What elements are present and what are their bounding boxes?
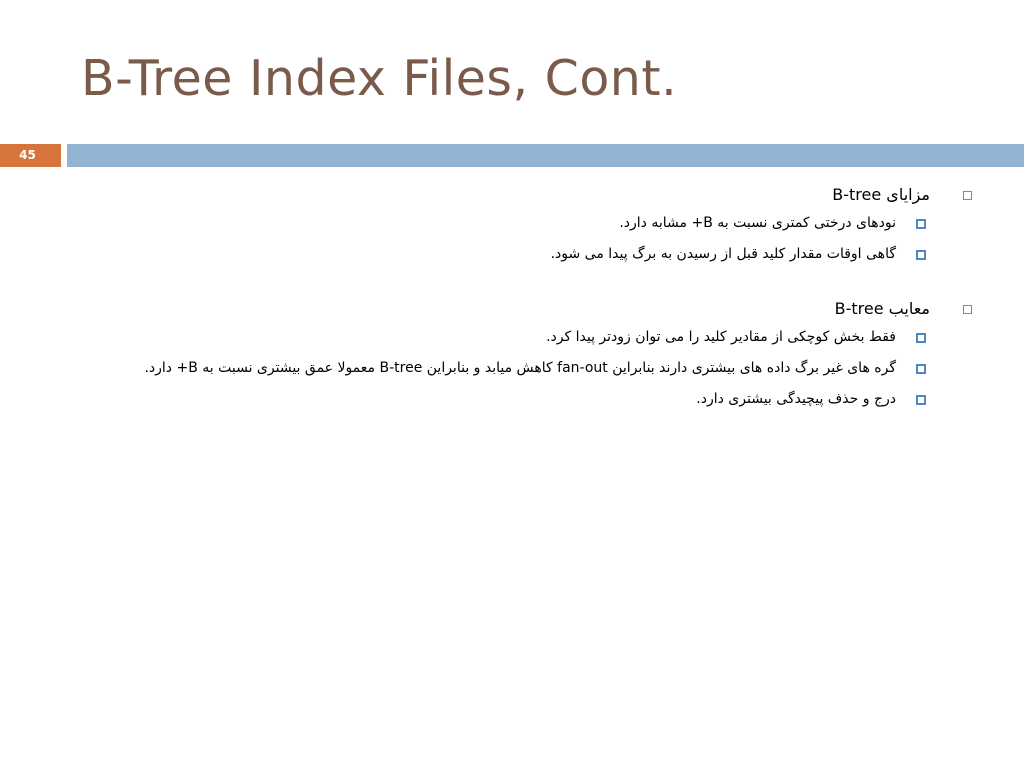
section-spacer: [100, 274, 976, 296]
square-bullet-icon: [916, 219, 926, 229]
list-item-text: درج و حذف پیچیدگی بیشتری دارد.: [696, 391, 896, 407]
page-number: 45: [19, 148, 36, 162]
square-bullet-icon: [916, 395, 926, 405]
list-item-text: گاهی اوقات مقدار کلید قبل از رسیدن به برگ پیدا می شود.: [550, 246, 896, 262]
list-item: [100, 326, 976, 348]
list-item: [100, 243, 976, 265]
section-heading-disadvantages: [100, 296, 976, 326]
header-bar: [67, 144, 1024, 167]
square-bullet-icon: [963, 191, 972, 200]
slide-title: B-Tree Index Files, Cont.: [81, 50, 678, 107]
section-heading-advantages: [100, 182, 976, 212]
section-heading-text: مزایای B-tree: [832, 185, 930, 204]
list-item: [100, 388, 976, 410]
list-item: [100, 212, 976, 234]
page-number-badge: [0, 144, 61, 167]
square-bullet-icon: [963, 305, 972, 314]
list-item: [100, 357, 976, 379]
list-item-text: گره های غیر برگ داده های بیشتری دارند بنابراین fan-out کاهش میابد و بنابراین B-tree معمولا عمق بیشتری نسبت به B+ دارد.: [144, 360, 896, 376]
square-bullet-icon: [916, 364, 926, 374]
slide-content: [100, 182, 976, 419]
list-item-text: فقط بخش کوچکی از مقادیر کلید را می توان زودتر پیدا کرد.: [546, 329, 896, 345]
list-item-text: نودهای درختی کمتری نسبت به B+ مشابه دارد.: [619, 215, 896, 231]
square-bullet-icon: [916, 333, 926, 343]
square-bullet-icon: [916, 250, 926, 260]
section-heading-text: معایب B-tree: [834, 299, 930, 318]
